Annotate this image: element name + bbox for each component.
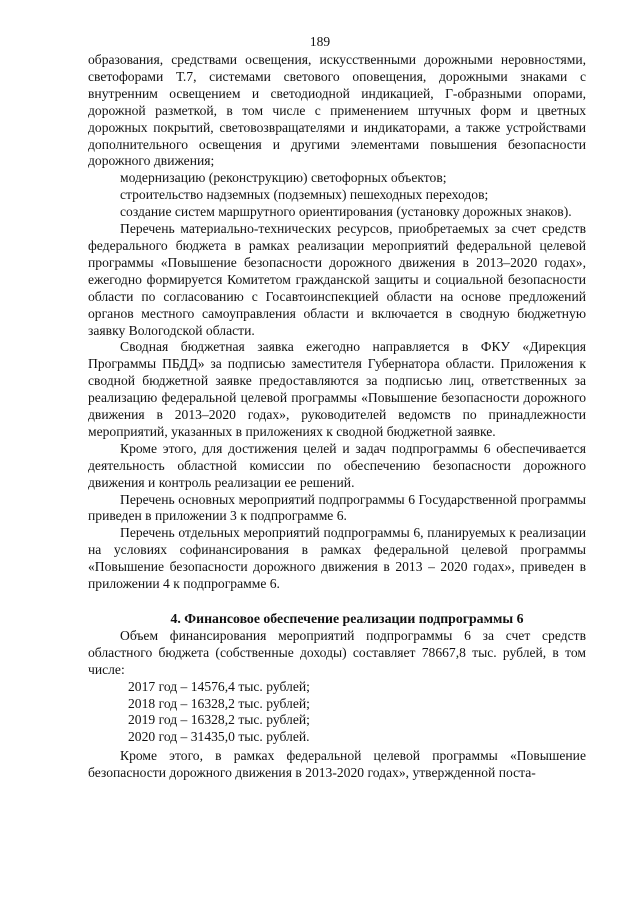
section-heading: 4. Финансовое обеспечение реализации подпрограммы 6 xyxy=(170,611,524,626)
paragraph-federal-program: Кроме этого, в рамках федеральной целевой программы «Повышение безопасности дорожного движения в 2013-2020 годах», утвержденной поста- xyxy=(88,748,586,781)
year-line-2018: 2018 год – 16328,2 тыс. рублей; xyxy=(128,695,310,711)
list-item-route-orientation: создание систем маршрутного ориентирования (установку дорожных знаков). xyxy=(120,204,572,220)
year-line-2019: 2019 год – 16328,2 тыс. рублей; xyxy=(128,712,310,728)
list-item-crossings: строительство надземных (подземных) пешеходных переходов; xyxy=(120,187,489,203)
page-number: 189 xyxy=(309,34,331,49)
year-line-2020: 2020 год – 31435,0 тыс. рублей. xyxy=(128,729,310,745)
document-body xyxy=(88,52,586,782)
paragraph-financing-volume: Объем финансирования мероприятий подпрограммы 6 за счет средств областного бюджета (собственные доходы) составляет 78667,8 тыс. рублей, в том числе: xyxy=(88,627,586,677)
paragraph-budget-request: Сводная бюджетная заявка ежегодно направляется в ФКУ «Дирекция Программы ПБДД» за подписью заместителя Губернатора области. Приложения к сводной бюджетной заявке предоставляются за подписью лиц, ответственных за реализацию федеральной целевой программы «Повышение безопасности дорожного движения в 2013–2020 годах», руководителей ведомств по принадлежности мероприятий, указанных в приложениях к сводной бюджетной заявке. xyxy=(88,339,586,439)
paragraph-commission: Кроме этого, для достижения целей и задач подпрограммы 6 обеспечивается деятельность областной комиссии по обеспечению безопасности дорожного движения и контроль реализации ее решений. xyxy=(88,440,586,490)
paragraph-resources: Перечень материально-технических ресурсов, приобретаемых за счет средств федерального бюджета в рамках реализации мероприятий федеральной целевой программы «Повышение безопасности дорожного движения в 2013–2020 годах», ежегодно формируется Комитетом гражданской защиты и социальной безопасности области по согласованию с Госавтоинспекцией области на основе предложений органов местного самоуправления области и включается в сводную бюджетную заявку Вологодской области. xyxy=(88,221,586,338)
year-line-2017: 2017 год – 14576,4 тыс. рублей; xyxy=(128,678,310,694)
paragraph-continuation: образования, средствами освещения, искусственными дорожными неровностями, светофорами Т.7, системами светового оповещения, дорожными знаками с внутренним освещением и светодиодной индикацией, Г-образными опорами, дорожной разметкой, в том числе с применением штучных форм и цветных дорожных покрытий, световозвращателями и индикаторами, а также устройствами дополнительного освещения и другими элементами повышения безопасности дорожного движения; xyxy=(88,52,586,169)
paragraph-cofinancing: Перечень отдельных мероприятий подпрограммы 6, планируемых к реализации на условиях софинансирования в рамках федеральной целевой программы «Повышение безопасности дорожного движения в 2013 – 2020 годах», приведен в приложении 4 к подпрограмме 6. xyxy=(88,525,586,592)
list-item-modernization: модернизацию (реконструкцию) светофорных объектов; xyxy=(120,170,447,186)
paragraph-main-activities: Перечень основных мероприятий подпрограммы 6 Государственной программы приведен в приложении 3 к подпрограмме 6. xyxy=(88,491,586,524)
